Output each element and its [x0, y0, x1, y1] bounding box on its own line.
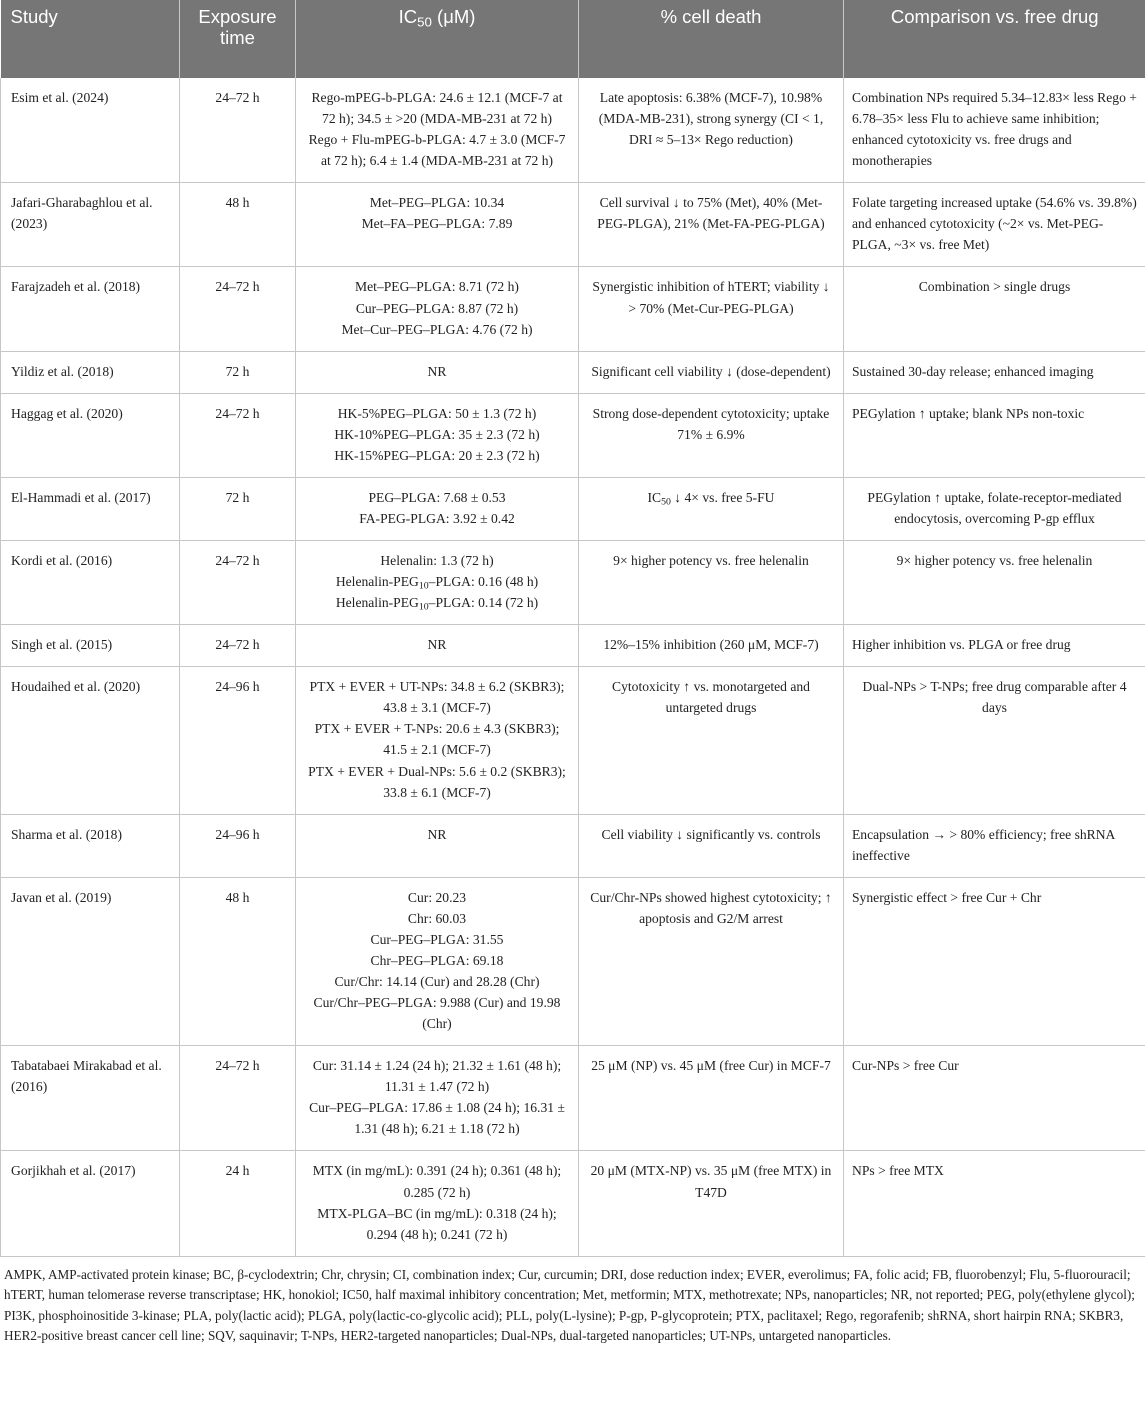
cell-death-cell	[579, 78, 844, 183]
death-text: 9× higher potency vs. free helenalin	[613, 553, 809, 568]
comparison-cell: Combination NPs required 5.34–12.83× less Rego + 6.78–35× less Flu to achieve same inhibition; enhanced cytotoxicity vs. free drugs and monotherapies	[844, 78, 1145, 183]
study-cell: Kordi et al. (2016)	[1, 541, 180, 625]
ic50-line: Cur–PEG–PLGA: 17.86 ± 1.08 (24 h); 16.31 ± 1.31 (48 h); 6.21 ± 1.18 (72 h)	[309, 1100, 565, 1137]
ic50-line: HK-5%PEG–PLGA: 50 ± 1.3 (72 h)	[337, 405, 537, 421]
death-text: ↓ 4× vs. free 5-FU	[670, 489, 775, 505]
ic50-line: Met–PEG–PLGA: 8.71 (72 h)	[355, 279, 519, 295]
exposure-cell: 48 h	[180, 877, 296, 1045]
comparison-cell: Higher inhibition vs. PLGA or free drug	[844, 625, 1145, 667]
exposure-cell: 24–72 h	[180, 267, 296, 351]
header-comparison: Comparison vs. free drug	[844, 0, 1145, 78]
ic50-cell	[296, 393, 579, 477]
death-text: 20 μM (MTX-NP) vs. 35 μM (free MTX) in T47D	[590, 1163, 832, 1200]
ic50-line: FA-PEG-PLGA: 3.92 ± 0.42	[359, 510, 515, 526]
exposure-cell: 24–96 h	[180, 667, 296, 814]
ic50-line: Rego-mPEG-b-PLGA: 24.6 ± 12.1 (MCF-7 at 72 h); 34.5 ± >20 (MDA-MB-231 at 72 h)	[311, 90, 563, 127]
table-body	[1, 78, 1145, 1256]
table-row	[1, 78, 1145, 183]
ic50-line-part: –PLGA: 0.16 (48 h)	[428, 574, 539, 590]
comparison-cell: PEGylation ↑ uptake, folate-receptor-mediated endocytosis, overcoming P-gp efflux	[844, 477, 1145, 540]
exposure-cell: 24 h	[180, 1151, 296, 1256]
ic50-line: Cur: 20.23	[407, 889, 467, 905]
death-text: Late apoptosis: 6.38% (MCF-7), 10.98% (MDA-MB-231), strong synergy (CI < 1, DRI ≈ 5–13× Rego reduction)	[598, 90, 824, 148]
ic50-line-part: Helenalin-PEG	[335, 574, 419, 590]
cell-death-cell	[579, 814, 844, 877]
ic50-line	[304, 571, 570, 592]
header-cell-death: % cell death	[579, 0, 844, 78]
ic50-line: Cur/Chr: 14.14 (Cur) and 28.28 (Chr)	[334, 974, 540, 989]
ic50-cell	[296, 183, 579, 267]
study-cell: Haggag et al. (2020)	[1, 393, 180, 477]
ic50-line: Met–Cur–PEG–PLGA: 4.76 (72 h)	[341, 321, 533, 337]
ic50-line: PTX + EVER + T-NPs: 20.6 ± 4.3 (SKBR3); 41.5 ± 2.1 (MCF-7)	[314, 721, 560, 758]
death-text: Significant cell viability ↓ (dose-dependent)	[591, 363, 831, 379]
study-cell: Esim et al. (2024)	[1, 78, 180, 183]
ic50-line: Met–PEG–PLGA: 10.34	[369, 195, 505, 211]
ic50-line: PTX + EVER + Dual-NPs: 5.6 ± 0.2 (SKBR3); 33.8 ± 6.1 (MCF-7)	[308, 763, 566, 800]
ic50-cell	[296, 814, 579, 877]
study-cell: Gorjikhah et al. (2017)	[1, 1151, 180, 1256]
comparison-cell: Folate targeting increased uptake (54.6% vs. 39.8%) and enhanced cytotoxicity (~2× vs. Met-PEG-PLGA, ~3× vs. free Met)	[844, 183, 1145, 267]
table-row	[1, 393, 1145, 477]
ic50-cell	[296, 877, 579, 1045]
ic50-line: Cur/Chr–PEG–PLGA: 9.988 (Cur) and 19.98 (Chr)	[313, 995, 561, 1032]
cell-death-cell	[579, 541, 844, 625]
table-row	[1, 477, 1145, 540]
table-row	[1, 351, 1145, 393]
cell-death-cell	[579, 393, 844, 477]
study-cell: Javan et al. (2019)	[1, 877, 180, 1045]
ic50-line: PTX + EVER + UT-NPs: 34.8 ± 6.2 (SKBR3); 43.8 ± 3.1 (MCF-7)	[309, 679, 565, 716]
study-cell: Singh et al. (2015)	[1, 625, 180, 667]
ic50-line: Helenalin: 1.3 (72 h)	[380, 553, 494, 568]
study-cell: El-Hammadi et al. (2017)	[1, 477, 180, 540]
ic50-line: PEG–PLGA: 7.68 ± 0.53	[368, 489, 506, 505]
header-study: Study	[1, 0, 180, 78]
table-row	[1, 267, 1145, 351]
study-cell: Tabatabaei Mirakabad et al. (2016)	[1, 1046, 180, 1151]
ic50-cell	[296, 1151, 579, 1256]
ic50-cell	[296, 78, 579, 183]
ic50-line: Chr–PEG–PLGA: 69.18	[370, 952, 504, 968]
ic50-line: Met–FA–PEG–PLGA: 7.89	[361, 216, 513, 232]
table-row	[1, 183, 1145, 267]
ic50-line: NR	[427, 826, 447, 842]
death-text: Cell survival ↓ to 75% (Met), 40% (Met-PEG-PLGA), 21% (Met-FA-PEG-PLGA)	[597, 195, 825, 232]
table-header	[1, 0, 1145, 78]
exposure-cell: 24–72 h	[180, 625, 296, 667]
death-text: Strong dose-dependent cytotoxicity; uptake 71% ± 6.9%	[592, 405, 830, 442]
cell-death-cell	[579, 625, 844, 667]
comparison-cell: Sustained 30-day release; enhanced imaging	[844, 351, 1145, 393]
table-row	[1, 1151, 1145, 1256]
comparison-cell: Encapsulation → > 80% efficiency; free shRNA ineffective	[844, 814, 1145, 877]
exposure-cell: 72 h	[180, 477, 296, 540]
ic50-cell	[296, 625, 579, 667]
table-row	[1, 814, 1145, 877]
study-cell: Houdaihed et al. (2020)	[1, 667, 180, 814]
table-footnote: AMPK, AMP-activated protein kinase; BC, β-cyclodextrin; Chr, chrysin; CI, combination index; Cur, curcumin; DRI, dose reduction index; EVER, everolimus; FA, folic acid; FB, fluorobenzyl; Flu, 5-fluorouracil; hTERT, human telomerase reverse transcriptase; HK, honokiol; IC50, half maximal inhibitory concentration; Met, metformin; MTX, methotrexate; NPs, nanoparticles; NR, not reported; PEG, poly(ethylene glycol); PI3K, phosphoinositide 3-kinase; PLA, poly(lactic acid); PLGA, poly(lactic-co-glycolic acid); PLL, poly(L-lysine); P-gp, P-glycoprotein; PTX, paclitaxel; Rego, regorafenib; shRNA, short hairpin RNA; SKBR3, HER2-positive breast cancer cell line; SQV, saquinavir; T-NPs, HER2-targeted nanoparticles; Dual-NPs, dual-targeted nanoparticles; UT-NPs, untargeted nanoparticles.	[4, 1266, 1135, 1344]
comparison-cell: NPs > free MTX	[844, 1151, 1145, 1256]
ic50-line-part: –PLGA: 0.14 (72 h)	[428, 595, 539, 611]
header-ic50-sub: 50	[417, 14, 432, 30]
ic50-line: NR	[427, 637, 447, 653]
ic50-line-sub: 10	[418, 601, 429, 613]
comparison-cell: Combination > single drugs	[844, 267, 1145, 351]
ic50-line: HK-15%PEG–PLGA: 20 ± 2.3 (72 h)	[334, 447, 540, 463]
header-ic50-prefix: IC	[398, 6, 418, 27]
header-ic50-suffix: (μM)	[431, 6, 476, 27]
ic50-line: Chr: 60.03	[407, 910, 467, 926]
death-text: Cur/Chr-NPs showed highest cytotoxicity; ↑ apoptosis and G2/M arrest	[590, 889, 832, 926]
cell-death-cell	[579, 267, 844, 351]
death-text: Cell viability ↓ significantly vs. controls	[601, 826, 821, 842]
exposure-cell: 24–72 h	[180, 393, 296, 477]
exposure-cell: 72 h	[180, 351, 296, 393]
cell-death-cell	[579, 1151, 844, 1256]
table-row	[1, 877, 1145, 1045]
ic50-line: NR	[427, 363, 447, 379]
comparison-cell: Synergistic effect > free Cur + Chr	[844, 877, 1145, 1045]
cell-death-cell	[579, 1046, 844, 1151]
ic50-line: MTX-PLGA–BC (in mg/mL): 0.318 (24 h); 0.294 (48 h); 0.241 (72 h)	[317, 1205, 557, 1242]
table-row	[1, 1046, 1145, 1151]
study-cell: Jafari-Gharabaghlou et al. (2023)	[1, 183, 180, 267]
table-row	[1, 625, 1145, 667]
ic50-cell	[296, 667, 579, 814]
ic50-line: Cur–PEG–PLGA: 31.55	[370, 931, 504, 947]
death-text: 12%–15% inhibition (260 μM, MCF-7)	[603, 637, 819, 653]
death-text: 25 μM (NP) vs. 45 μM (free Cur) in MCF-7	[591, 1058, 831, 1074]
exposure-cell: 24–72 h	[180, 1046, 296, 1151]
ic50-cell	[296, 351, 579, 393]
death-prefix: IC	[647, 489, 662, 505]
ic50-cell	[296, 1046, 579, 1151]
ic50-line-sub: 10	[418, 580, 429, 592]
comparison-cell: 9× higher potency vs. free helenalin	[844, 541, 1145, 625]
cell-death-cell	[579, 877, 844, 1045]
ic50-line: MTX (in mg/mL): 0.391 (24 h); 0.361 (48 h); 0.285 (72 h)	[312, 1163, 562, 1200]
comparison-cell: PEGylation ↑ uptake; blank NPs non-toxic	[844, 393, 1145, 477]
exposure-cell: 48 h	[180, 183, 296, 267]
header-ic50	[296, 0, 579, 78]
study-cell: Sharma et al. (2018)	[1, 814, 180, 877]
death-text: Synergistic inhibition of hTERT; viability ↓ > 70% (Met-Cur-PEG-PLGA)	[592, 279, 830, 316]
death-text: Cytotoxicity ↑ vs. monotargeted and untargeted drugs	[612, 679, 810, 716]
cell-death-cell	[579, 351, 844, 393]
ic50-line: HK-10%PEG–PLGA: 35 ± 2.3 (72 h)	[334, 426, 540, 442]
study-cell: Farajzadeh et al. (2018)	[1, 267, 180, 351]
exposure-cell: 24–96 h	[180, 814, 296, 877]
header-exposure-time: Exposure time	[180, 0, 296, 78]
ic50-line: Rego + Flu-mPEG-b-PLGA: 4.7 ± 3.0 (MCF-7 at 72 h); 6.4 ± 1.4 (MDA-MB-231 at 72 h)	[308, 132, 566, 169]
ic50-cell	[296, 267, 579, 351]
ic50-line-part: Helenalin-PEG	[335, 595, 419, 611]
ic50-line: Cur–PEG–PLGA: 8.87 (72 h)	[355, 300, 519, 316]
ic50-cell	[296, 541, 579, 625]
header-row	[1, 0, 1145, 78]
ic50-line	[304, 592, 570, 613]
cell-death-cell	[579, 183, 844, 267]
comparison-cell: Dual-NPs > T-NPs; free drug comparable after 4 days	[844, 667, 1145, 814]
exposure-cell: 24–72 h	[180, 78, 296, 183]
ic50-line: Cur: 31.14 ± 1.24 (24 h); 21.32 ± 1.61 (48 h); 11.31 ± 1.47 (72 h)	[312, 1058, 562, 1095]
comparison-cell: Cur-NPs > free Cur	[844, 1046, 1145, 1151]
cell-death-cell	[579, 477, 844, 540]
exposure-cell: 24–72 h	[180, 541, 296, 625]
death-sub: 50	[661, 496, 671, 508]
ic50-cell	[296, 477, 579, 540]
cell-death-cell	[579, 667, 844, 814]
study-cell: Yildiz et al. (2018)	[1, 351, 180, 393]
table-row	[1, 667, 1145, 814]
table-row	[1, 541, 1145, 625]
